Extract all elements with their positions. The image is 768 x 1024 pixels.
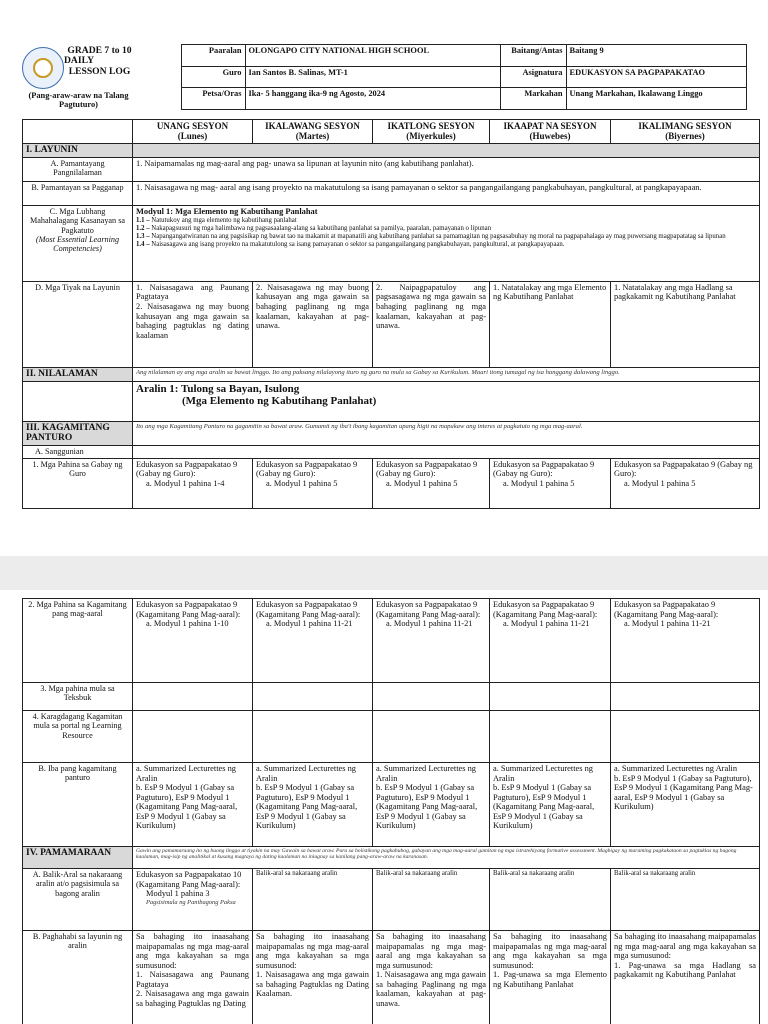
kpm-day1: Edukasyon sa Pagpapakatao 9 (Kagamitang Pang Mag-aaral): — [136, 600, 241, 619]
paghahabi-day5: Sa bahaging ito inaasahang maipapamalas ng mga mag-aaral ang mga kakayahan sa mga sumusunod: 1. Pag-unawa sa mga Hadlang sa pagkakamit ng Kabutihang Panlahat — [611, 931, 760, 1024]
paghahabi-day2: Sa bahaging ito inaasahang maipapamalas ng mga mag-aaral ang mga kakayahan sa mga sumusunod: 1. Naisasagawa ang mga gawain sa bahaging Pagtuklas ng Dating Kaalaman. — [253, 931, 373, 1024]
page-gap — [0, 556, 768, 590]
melc-cell — [133, 205, 760, 281]
form-title-line1: GRADE 7 to 10 — [67, 44, 132, 56]
teacher-value: Ian Santos B. Salinas, MT-1 — [245, 66, 500, 88]
form-title-line3: LESSON LOG — [68, 65, 131, 77]
page-2 — [0, 590, 768, 1024]
section-kagamitang-panturo: III. KAGAMITANG PANTURO — [23, 421, 133, 446]
day1-weekday: (Lunes) — [177, 131, 208, 142]
kpm-day5-sub: a. Modyul 1 pahina 11-21 — [624, 619, 711, 629]
paghahabi-day3: Sa bahaging ito inaasahang maipapamalas ng mga mag-aaral ang mga kakayahan sa mga sumusunod: 1. Naisasagawa ang mga gawain sa bahaging Paglinang ng mga kaalaman, kakayahan at pag-unawa. — [373, 931, 490, 1024]
day2-name: IKALAWANG SESYON — [265, 121, 360, 131]
label-kagamitang-pang-mag-aaral: 2. Mga Pahina sa Kagamitang pang mag-aaral — [23, 599, 133, 683]
gabay-guro-day3-sub: a. Modyul 1 pahina 5 — [386, 478, 458, 488]
aralin-title: Aralin 1: Tulong sa Bayan, Isulong — [136, 382, 300, 395]
label-sanggunian: A. Sanggunian — [23, 446, 133, 458]
teacher-label: Guro — [181, 66, 245, 88]
gabay-guro-day4-sub: a. Modyul 1 pahina 5 — [503, 478, 575, 488]
melc-title: Modyul 1: Mga Elemento ng Kabutihang Panlahat — [136, 206, 318, 216]
date-value: Ika- 5 hanggang ika-9 ng Agosto, 2024 — [245, 88, 500, 110]
lesson-log-table-p1 — [22, 119, 760, 509]
day3-name: IKATLONG SESYON — [387, 121, 475, 131]
tiyak-layunin-day3: 2. Naipagpapatuloy ang pagsasagawa ng mga gawain sa bahaging paglinang ng mga kaalaman, kakayahan at pag-unawa. — [373, 281, 490, 367]
day2-weekday: (Martes) — [295, 131, 330, 142]
day1-name: UNANG SESYON — [156, 121, 229, 131]
melc-item: 1.3 – Napangangatwiranan na ang pagsisikap ng bawat tao na makamit at mapanatili ang kabutihang panlahat sa pamamagitan ng pagsasabuhay ng moral na pagpapahalaga ay mag puwersang magpapatatag sa lipunan — [136, 233, 726, 241]
balik-aral-day3: Balik-aral sa nakaraang aralin — [373, 869, 490, 931]
section-pamamaraan: IV. PAMAMARAAN — [23, 847, 133, 869]
tiyak-layunin-day4: 1. Natatalakay ang mga Elemento ng Kabutihang Panlahat — [490, 281, 611, 367]
gabay-guro-day5-sub: a. Modyul 1 pahina 5 — [624, 478, 696, 488]
kpm-day4-sub: a. Modyul 1 pahina 11-21 — [503, 619, 590, 629]
label-learning-resource: 4. Karagdagang Kagamitan mula sa portal ng Learning Resource — [23, 711, 133, 763]
grade-label: Baitang/Antas — [500, 45, 566, 67]
gabay-guro-day1-sub: a. Modyul 1 pahina 1-4 — [146, 478, 225, 488]
melc-item: 1.1 – Natutukoy ang mga elemento ng kabutihang panlahat — [136, 216, 297, 224]
school-value: OLONGAPO CITY NATIONAL HIGH SCHOOL — [245, 45, 500, 67]
balik-aral-day5: Balik-aral sa nakaraang aralin — [611, 869, 760, 931]
kpm-day4: Edukasyon sa Pagpapakatao 9 (Kagamitang Pang Mag-aaral): — [493, 600, 598, 619]
label-gabay-ng-guro: 1. Mga Pahina sa Gabay ng Guro — [23, 458, 133, 508]
gabay-guro-day5: Edukasyon sa Pagpapakatao 9 (Gabay ng Guro): — [614, 459, 753, 479]
subject-label: Asignatura — [500, 66, 566, 88]
aralin-subtitle: (Mga Elemento ng Kabutihang Panlahat) — [182, 395, 377, 408]
lesson-log-table-p2 — [22, 598, 760, 1024]
section-nilalaman: II. NILALAMAN — [23, 367, 133, 381]
kpm-day3-sub: a. Modyul 1 pahina 11-21 — [386, 619, 473, 629]
balik-aral-day1: Edukasyon sa Pagpapakatao 10 (Kagamitang Pang Mag-aaral): — [136, 870, 242, 889]
iba-kagamitan-day5: a. Summarized Lecturettes ng Aralin b. EsP 9 Modyul 1 (Gabay sa Pagtuturo), EsP 9 Modyul 1 (Kagamitang Pang Mag-aaral, EsP 9 Modyul 1 (Gabay sa Kurikulum) — [611, 763, 760, 847]
header-title-cell — [22, 45, 135, 110]
section-layunin: I. LAYUNIN — [23, 144, 133, 158]
gabay-guro-day1: Edukasyon sa Pagpapakatao 9 (Gabay ng Guro): — [136, 459, 238, 479]
label-melc: C. Mga Lubhang Mahahalagang Kasanayan sa Pagkatuto — [29, 206, 126, 235]
pamantayang-pangnilalaman-text: 1. Naipamamalas ng mag-aaral ang pag- unawa sa lipunan at layunin nito (ang kabutihang panlahat). — [133, 157, 760, 181]
gabay-guro-day4: Edukasyon sa Pagpapakatao 9 (Gabay ng Guro): — [493, 459, 595, 479]
kpm-day2: Edukasyon sa Pagpapakatao 9 (Kagamitang Pang Mag-aaral): — [256, 600, 361, 619]
kpm-day1-sub: a. Modyul 1 pahina 1-10 — [146, 619, 229, 629]
day5-name: IKALIMANG SESYON — [638, 121, 732, 131]
kagamitan-note: Ito ang mga Kagamitang Panturo na gagamitin sa bawat araw. Gumamit ng iba't ibang kagamitan upang higit na mapukaw ang interes at pagkatuto ng mga mag-aaral. — [133, 421, 760, 446]
gabay-guro-day2-sub: a. Modyul 1 pahina 5 — [266, 478, 338, 488]
balik-aral-day4: Balik-aral sa nakaraang aralin — [490, 869, 611, 931]
kpm-day3: Edukasyon sa Pagpapakatao 9 (Kagamitang Pang Mag-aaral): — [376, 600, 481, 619]
balik-aral-day1-note: Pagsisimula ng Panibagong Paksa — [146, 898, 236, 906]
iba-kagamitan-day2: a. Summarized Lecturettes ng Aralin b. EsP 9 Modyul 1 (Gabay sa Pagtuturo), EsP 9 Modyul 1 (Kagamitang Pang Mag-aaral, EsP 9 Modyul 1 (Gabay sa Kurikulum) — [253, 763, 373, 847]
tiyak-layunin-day2: 2. Naisasagawa ng may buong kahusayan ang mga gawain sa bahaging paglinang ng mga kaalaman, kakayahan at pag-unawa. — [253, 281, 373, 367]
school-seal-icon — [22, 47, 64, 89]
day4-weekday: (Huwebes) — [529, 131, 571, 142]
pamamaraan-note: Gawin ang pamamaraang ito ng buong linggo at tiyakin na may Gawain sa bawat araw. Para sa holistikong pagkahubog, gabayan ang mga mag-aaral gamitan ng mga istratehiyang formative assessment. Magbigay ng maraming pagkakataon sa pagtuklas ng bagong kaalaman, mag-isip ng analitikal at kusang magtaya ng dating kaalaman na iniugnay sa kanilang pang-araw-araw na karanasan. — [133, 847, 760, 869]
label-balik-aral: A. Balik-Aral sa nakaraang aralin at/o pagsisimula sa bagong aralin — [23, 869, 133, 931]
melc-item: 1.2 – Nakapagsusuri ng mga halimbawa ng pagsasaalang-alang sa kabutihang panlahat sa pamilya, paaralan, pamayanan o lipunan — [136, 225, 492, 233]
label-paghahabi: B. Paghahabi sa layunin ng aralin — [23, 931, 133, 1024]
gabay-guro-day2: Edukasyon sa Pagpapakatao 9 (Gabay ng Guro): — [256, 459, 358, 479]
balik-aral-day2: Balik-aral sa nakaraang aralin — [253, 869, 373, 931]
iba-kagamitan-day3: a. Summarized Lecturettes ng Aralin b. EsP 9 Modyul 1 (Gabay sa Pagtuturo), EsP 9 Modyul 1 (Kagamitang Pang Mag-aaral, EsP 9 Modyul 1 (Gabay sa Kurikulum) — [373, 763, 490, 847]
header-table — [22, 44, 747, 110]
day3-weekday: (Miyerkules) — [406, 131, 456, 142]
pamantayan-sa-pagganap-text: 1. Naisasagawa ng mag- aaral ang isang proyekto na makatutulong sa isang pamayanan o sektor sa pangangailangang pangkabuhayan, pangkultural, at pangkapayapaan. — [133, 181, 760, 205]
kpm-day5: Edukasyon sa Pagpapakatao 9 (Kagamitang Pang Mag-aaral): — [614, 600, 719, 619]
label-tiyak-na-layunin: D. Mga Tiyak na Layunin — [23, 281, 133, 367]
gabay-guro-day3: Edukasyon sa Pagpapakatao 9 (Gabay ng Guro): — [376, 459, 478, 479]
day4-name: IKAAPAT NA SESYON — [503, 121, 597, 131]
balik-aral-day1-sub: Modyul 1 pahina 3 — [146, 889, 210, 899]
date-label: Petsa/Oras — [181, 88, 245, 110]
subject-value: EDUKASYON SA PAGPAPAKATAO — [566, 66, 746, 88]
tiyak-layunin-day5: 1. Natatalakay ang mga Hadlang sa pagkakamit ng Kabutihang Panlahat — [611, 281, 760, 367]
iba-kagamitan-day1: a. Summarized Lecturettes ng Aralin b. EsP 9 Modyul 1 (Gabay sa Pagtuturo), EsP 9 Modyul 1 (Kagamitang Pang Mag-aaral, EsP 9 Modyul 1 (Gabay sa Kurikulum) — [133, 763, 253, 847]
label-melc-note: (Most Essential Learning Competencies) — [35, 234, 120, 254]
kpm-day2-sub: a. Modyul 1 pahina 11-21 — [266, 619, 353, 629]
form-subtitle: (Pang-araw-araw na Talang Pagtuturo) — [28, 90, 129, 109]
tiyak-layunin-day1: 1. Naisasagawa ang Paunang Pagtataya 2. Naisasagawa ng may buong kahusayan ang mga gawain sa bahaging pagtuklas ng dating kaalaman — [133, 281, 253, 367]
melc-item: 1.4 – Naisasagawa ang isang proyekto na makatutulong sa isang pamayanan o sektor sa pangangailangang pangkabuhayan, pangkultural, at pangkapayapaan. — [136, 241, 565, 249]
quarter-label: Markahan — [500, 88, 566, 110]
day5-weekday: (Biyernes) — [665, 131, 705, 142]
label-pamantayang-pangnilalaman: A. Pamantayang Pangnilalaman — [23, 157, 133, 181]
label-pamantayan-sa-pagganap: B. Pamantayan sa Pagganap — [23, 181, 133, 205]
grade-value: Baitang 9 — [566, 45, 746, 67]
form-title-line2: DAILY — [64, 55, 95, 67]
paghahabi-day4: Sa bahaging ito inaasahang maipapamalas ng mga mag-aaral ang mga kakayahan sa mga sumusunod: 1. Pag-unawa sa mga Elemento ng Kabutihang Panlahat — [490, 931, 611, 1024]
label-teksbuk: 3. Mga pahina mula sa Teksbuk — [23, 683, 133, 711]
paghahabi-day1: Sa bahaging ito inaasahang maipapamalas ng mga mag-aaral ang mga kakayahan sa mga sumusunod: 1. Naisasagawa ang Paunang Pagtataya 2. Naisasagawa ang mga gawain sa bahaging Pagtuklas ng Dating — [133, 931, 253, 1024]
school-label: Paaralan — [181, 45, 245, 67]
nilalaman-note: Ang nilalaman ay ang mga aralin sa bawat linggo. Ito ang paksang nilalayong ituro ng guro na mula sa Gabay sa Kurikulum. Maari itong tumagal ng isa hanggang dalawang linggo. — [133, 367, 760, 381]
label-iba-pang-kagamitan: B. Iba pang kagamitang panturo — [23, 763, 133, 847]
iba-kagamitan-day4: a. Summarized Lecturettes ng Aralin b. EsP 9 Modyul 1 (Gabay sa Pagtuturo), EsP 9 Modyul 1 (Kagamitang Pang Mag-aaral, EsP 9 Modyul 1 (Gabay sa Kurikulum) — [490, 763, 611, 847]
quarter-value: Unang Markahan, Ikalawang Linggo — [566, 88, 746, 110]
